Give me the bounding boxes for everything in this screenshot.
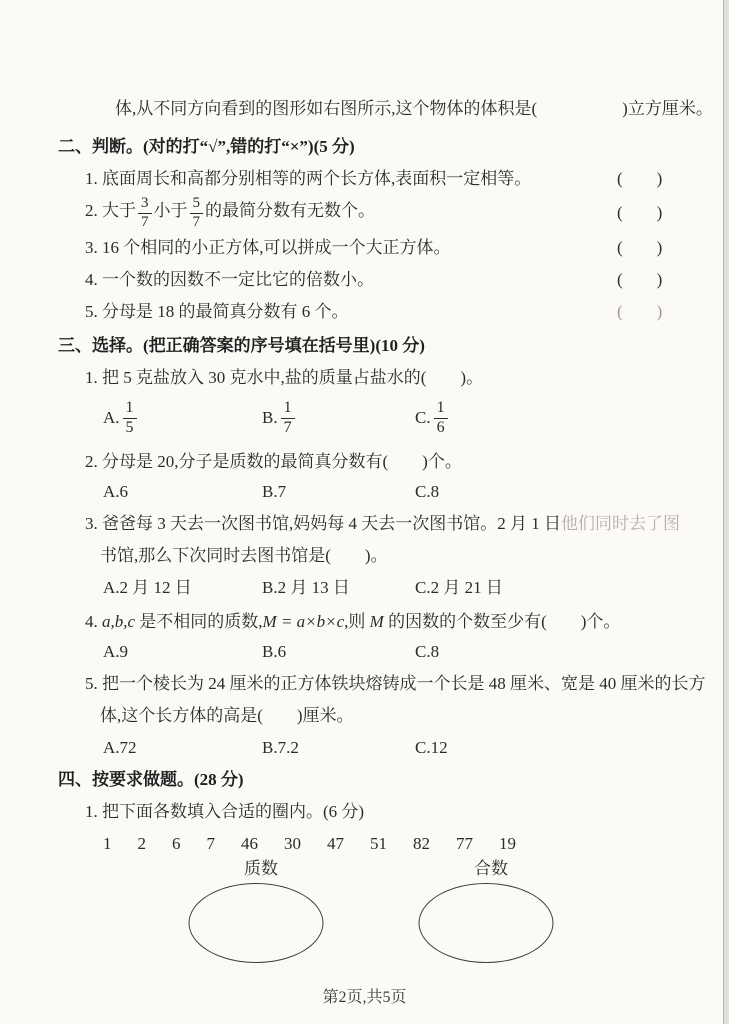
choice-3-option-a: A.2 月 12 日	[103, 577, 192, 597]
judgment-item-4	[85, 267, 718, 293]
choice-question-3-line1	[85, 511, 718, 537]
number-list-row	[103, 831, 718, 857]
fraction-denominator: 7	[192, 213, 200, 230]
choice-2-option-c: C.8	[415, 481, 440, 501]
choice-4-part3: ,则	[344, 611, 370, 631]
judgment-2-text	[85, 195, 375, 230]
judgment-2-answer-bracket: ( )	[617, 203, 663, 223]
prime-numbers-oval	[189, 883, 324, 963]
page-footer: 第2页,共5页	[322, 989, 407, 1006]
choice-1-option-a	[103, 395, 262, 441]
section-4-title	[58, 767, 718, 793]
choice-3-option-c: C.2 月 21 日	[415, 577, 503, 597]
fraction-numerator: 5	[190, 196, 204, 214]
choice-3-options-row	[103, 575, 718, 601]
choice-3-option-b: B.2 月 13 日	[262, 577, 350, 597]
choice-4-part1: 4.	[85, 611, 102, 631]
judgment-5-text: 5. 分母是 18 的最简真分数有 6 个。	[85, 301, 349, 321]
fraction-denominator: 5	[125, 419, 134, 437]
choice-4-part4: 的因数的个数至少有( )个。	[383, 611, 621, 631]
number-item: 77	[456, 833, 473, 853]
choice-4-option-b: B.6	[262, 641, 287, 661]
fraction-one-sixth	[434, 400, 448, 437]
choice-4-option-a: A.9	[103, 641, 129, 661]
choice-1-option-b	[262, 395, 415, 441]
section-3-title	[58, 333, 718, 359]
fraction-numerator: 1	[123, 400, 137, 419]
variables-abc: a,b,c	[102, 611, 136, 631]
section-2-note: (对的打“√”,错的打“×”)(5 分)	[143, 137, 355, 156]
judgment-4-answer-bracket: ( )	[617, 269, 663, 289]
judgment-2-part1: 2. 大于	[85, 201, 136, 220]
section-4-label: 四、按要求做题。	[58, 769, 194, 789]
judgment-item-3	[85, 235, 718, 261]
section-3-label: 三、选择。	[58, 335, 143, 355]
fraction-one-seventh	[281, 400, 295, 437]
choice-3-text: 3. 爸爸每 3 天去一次图书馆,妈妈每 4 天去一次图书馆。2 月 1 日	[85, 513, 561, 533]
judgment-2-part3: 的最简分数有无数个。	[205, 201, 375, 220]
choice-question-4	[85, 609, 718, 635]
option-letter: A.	[103, 407, 120, 427]
choice-2-option-a: A.6	[103, 481, 129, 501]
choice-1-options-row	[103, 395, 718, 441]
judgment-1-answer-bracket: ( )	[617, 169, 663, 188]
composite-numbers-label: 合数	[474, 858, 508, 878]
choice-2-text: 2. 分母是 20,分子是质数的最简真分数有( )个。	[85, 451, 462, 471]
choice-question-1	[85, 365, 718, 391]
fraction-denominator: 7	[141, 213, 149, 230]
judgment-2-part2: 小于	[153, 201, 188, 220]
choice-5-option-b: B.7.2	[262, 737, 299, 757]
judgment-3-answer-bracket: ( )	[617, 237, 663, 257]
choice-question-5-line2	[100, 703, 718, 729]
scan-edge	[723, 0, 729, 1024]
task-1-text: 1. 把下面各数填入合适的圈内。(6 分)	[85, 801, 365, 821]
choice-3-text-continued: 书馆,那么下次同时去图书馆是( )。	[100, 545, 388, 565]
choice-2-option-b: B.7	[262, 481, 287, 501]
choice-4-options-row	[103, 639, 718, 665]
choice-4-option-c: C.8	[415, 641, 440, 661]
composite-numbers-oval	[419, 883, 554, 963]
fraction-one-fifth	[123, 400, 137, 437]
judgment-item-1	[85, 166, 718, 192]
judgment-4-text: 4. 一个数的因数不一定比它的倍数小。	[85, 269, 374, 289]
choice-1-option-c	[415, 395, 718, 441]
judgment-3-text: 3. 16 个相同的小正方体,可以拼成一个大正方体。	[85, 237, 451, 257]
number-item: 46	[241, 833, 258, 853]
choice-1-text: 1. 把 5 克盐放入 30 克水中,盐的质量占盐水的( )。	[85, 367, 484, 387]
formula-m-equals-abc: M = a×b×c	[262, 611, 345, 631]
choice-5-option-a: A.72	[103, 737, 137, 757]
number-item: 2	[137, 833, 146, 853]
judgment-5-answer-bracket: ( )	[617, 301, 663, 321]
choice-2-options-row	[103, 479, 718, 505]
question-continuation-line	[115, 96, 718, 122]
fraction-numerator: 3	[138, 196, 152, 214]
choice-5-options-row	[103, 735, 718, 761]
number-item: 51	[370, 833, 387, 853]
fraction-three-sevenths	[138, 196, 152, 231]
number-item: 82	[413, 833, 430, 853]
number-item: 47	[327, 833, 344, 853]
fraction-numerator: 1	[281, 400, 295, 419]
choice-5-text: 5. 把一个棱长为 24 厘米的正方体铁块熔铸成一个长是 48 厘米、宽是 40 厘米的长方	[85, 673, 706, 693]
fraction-five-sevenths	[190, 196, 204, 231]
sorting-circles	[58, 859, 718, 963]
fraction-denominator: 7	[283, 419, 292, 437]
section-2-label: 二、判断。	[58, 137, 143, 156]
continuation-text: 体,从不同方向看到的图形如右图所示,这个物体的体积是( )立方厘米。	[115, 99, 713, 118]
choice-question-5-line1	[85, 671, 718, 697]
choice-5-option-c: C.12	[415, 737, 448, 757]
task-question-1	[85, 799, 718, 825]
choice-4-part2: 是不相同的质数,	[135, 611, 263, 631]
page-content	[58, 90, 718, 963]
fraction-numerator: 1	[434, 400, 448, 419]
option-letter: C.	[415, 407, 431, 427]
choice-question-2	[85, 449, 718, 475]
choice-3-faded-text: 他们同时去了图	[561, 513, 680, 533]
section-4-note: (28 分)	[194, 769, 244, 789]
judgment-item-5	[85, 299, 718, 325]
fraction-denominator: 6	[436, 419, 445, 437]
choice-question-3-line2	[100, 543, 718, 569]
section-2-title	[58, 134, 718, 160]
number-item: 6	[172, 833, 181, 853]
option-letter: B.	[262, 407, 278, 427]
number-item: 30	[284, 833, 301, 853]
number-item: 7	[206, 833, 215, 853]
section-3-note: (把正确答案的序号填在括号里)(10 分)	[143, 335, 425, 355]
number-item: 19	[499, 833, 516, 853]
prime-numbers-label: 质数	[244, 858, 278, 878]
choice-5-text-continued: 体,这个长方体的高是( )厘米。	[100, 705, 354, 725]
judgment-item-2	[85, 196, 718, 231]
variable-m: M	[369, 611, 384, 631]
number-item: 1	[103, 833, 112, 853]
judgment-1-text: 1. 底面周长和高都分别相等的两个长方体,表面积一定相等。	[85, 169, 532, 188]
